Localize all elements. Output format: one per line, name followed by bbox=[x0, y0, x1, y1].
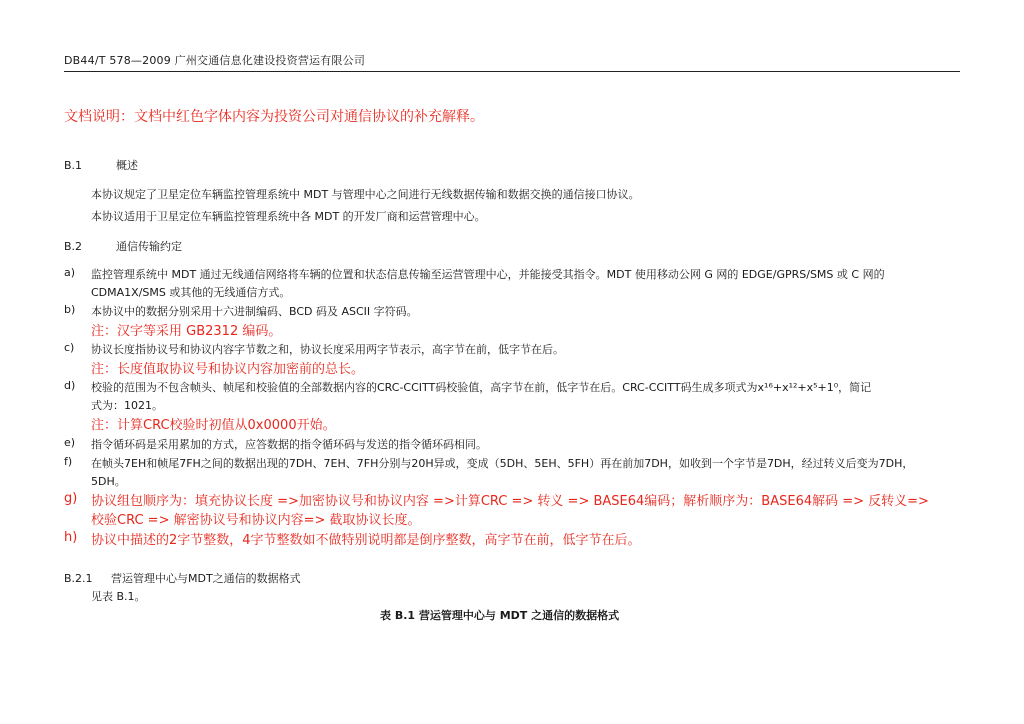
document-note: 文档说明：文档中红色字体内容为投资公司对通信协议的补充解释。 bbox=[64, 109, 484, 125]
section-number: B.2 bbox=[64, 240, 83, 253]
paragraph: 本协议规定了卫星定位车辆监控管理系统中 MDT 与管理中心之间进行无线数据传输和数据交换的通信接口协议。 bbox=[91, 188, 640, 201]
list-text: 在帧头7EH和帧尾7FH之间的数据出现的7DH、7EH、7FH分别与20H异或，变成（5DH、5EH、5FH）再在前加7DH，如收到一个字节是7DH，经过转义后变为7DH， bbox=[91, 457, 914, 470]
red-note: 注：汉字等采用 GB2312 编码。 bbox=[91, 324, 282, 339]
page-header: DB44/T 578—2009 广州交通信息化建设投资营运有限公司 bbox=[64, 52, 960, 72]
red-note: 注：计算CRC校验时初值从0x0000开始。 bbox=[91, 418, 336, 433]
list-text-continued: 校验CRC => 解密协议号和协议内容=> 截取协议长度。 bbox=[91, 513, 421, 528]
list-marker: c) bbox=[64, 341, 75, 354]
section-title: 营运管理中心与MDT之通信的数据格式 bbox=[111, 572, 301, 585]
list-text: 协议长度指协议号和协议内容字节数之和，协议长度采用两字节表示，高字节在前，低字节在后。 bbox=[91, 343, 564, 356]
list-text-continued: CDMA1X/SMS 或其他的无线通信方式。 bbox=[91, 286, 291, 299]
red-note: 注：长度值取协议号和协议内容加密前的总长。 bbox=[91, 362, 365, 377]
list-text: 指令循环码是采用累加的方式，应答数据的指令循环码与发送的指令循环码相同。 bbox=[91, 438, 487, 451]
list-text: 校验的范围为不包含帧头、帧尾和校验值的全部数据内容的CRC-CCITT码校验值，高字节在前，低字节在后。CRC-CCITT码生成多项式为x¹⁶+x¹²+x⁵+1⁰，简记 bbox=[91, 381, 872, 394]
list-text: 监控管理系统中 MDT 通过无线通信网络将车辆的位置和状态信息传输至运营管理中心，并能接受其指令。MDT 使用移动公网 G 网的 EDGE/GPRS/SMS 或 C 网的 bbox=[91, 268, 885, 281]
paragraph: 本协议适用于卫星定位车辆监控管理系统中各 MDT 的开发厂商和运营管理中心。 bbox=[91, 210, 486, 223]
list-marker: h) bbox=[64, 530, 78, 545]
list-marker: f) bbox=[64, 455, 73, 468]
list-marker: d) bbox=[64, 379, 76, 392]
section-b2-heading bbox=[64, 238, 182, 254]
list-marker: e) bbox=[64, 436, 76, 449]
section-b1-heading bbox=[64, 157, 138, 173]
list-text: 协议组包顺序为：填充协议长度 =>加密协议号和协议内容 =>计算CRC => 转义 => BASE64编码；解析顺序为：BASE64解码 => 反转义=> bbox=[91, 494, 929, 509]
section-b21-heading bbox=[64, 570, 301, 586]
table-caption: 表 B.1 营运管理中心与 MDT 之通信的数据格式 bbox=[380, 609, 620, 622]
list-text: 本协议中的数据分别采用十六进制编码、BCD 码及 ASCII 字符码。 bbox=[91, 305, 418, 318]
section-number: B.1 bbox=[64, 159, 83, 172]
section-number: B.2.1 bbox=[64, 572, 93, 585]
paragraph: 见表 B.1。 bbox=[91, 590, 146, 603]
list-text-continued: 式为：1021。 bbox=[91, 399, 163, 412]
list-marker: b) bbox=[64, 303, 76, 316]
section-title: 通信传输约定 bbox=[116, 240, 182, 253]
list-marker: g) bbox=[64, 491, 78, 506]
list-marker: a) bbox=[64, 266, 76, 279]
list-text-continued: 5DH。 bbox=[91, 475, 126, 488]
list-text: 协议中描述的2字节整数，4字节整数如不做特别说明都是倒序整数，高字节在前，低字节在后。 bbox=[91, 533, 641, 548]
section-title: 概述 bbox=[116, 159, 138, 172]
